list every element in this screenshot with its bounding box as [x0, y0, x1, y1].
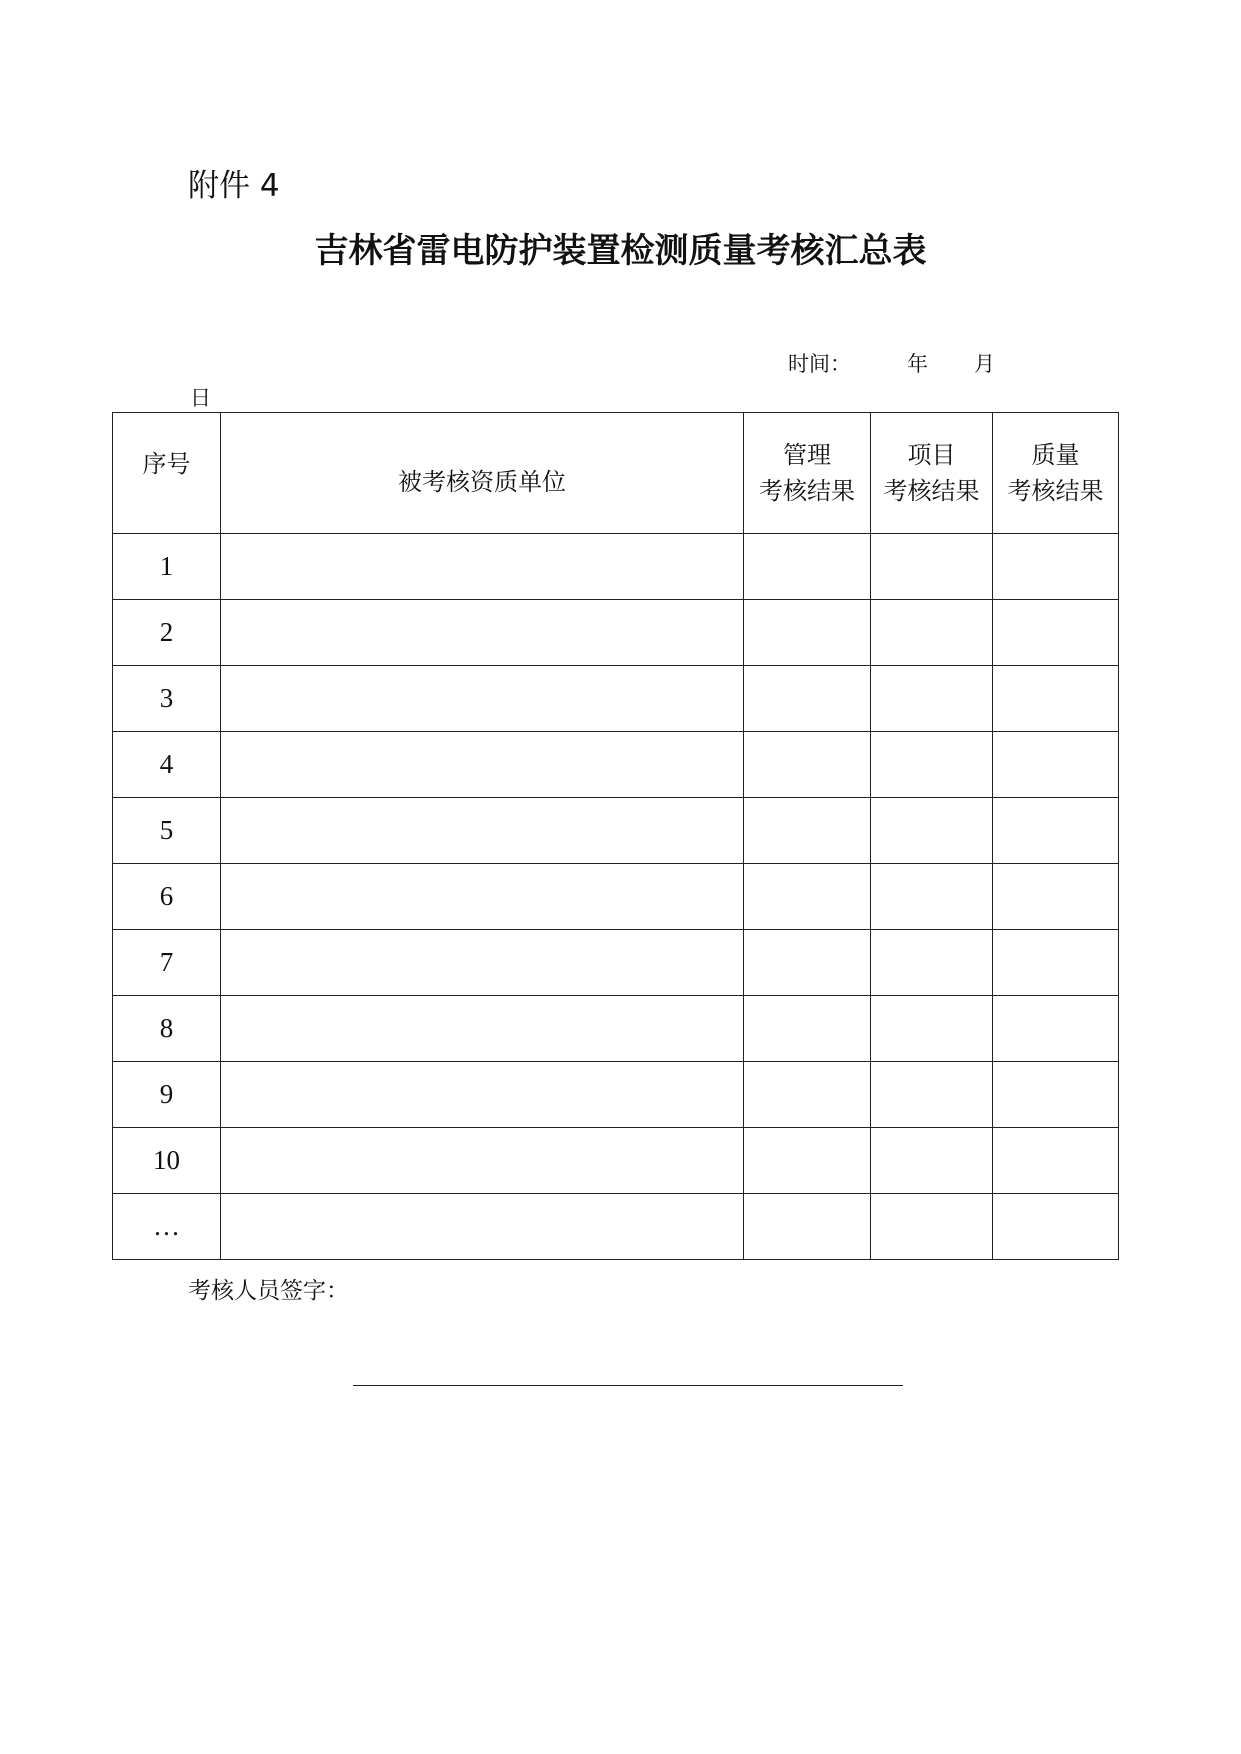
header-management-line2: 考核结果	[759, 477, 855, 505]
cell-project-result[interactable]	[871, 732, 993, 798]
table-row	[113, 798, 1119, 864]
header-project-line1: 项目	[907, 441, 956, 469]
header-management	[744, 413, 871, 534]
date-time-label: 时间：	[788, 352, 851, 376]
table-row	[113, 534, 1119, 600]
cell-management-result[interactable]	[744, 1128, 871, 1194]
signature-line[interactable]	[353, 1385, 903, 1386]
cell-unit[interactable]	[221, 1062, 744, 1128]
cell-seq: 2	[113, 600, 221, 666]
cell-project-result[interactable]	[871, 534, 993, 600]
table-row	[113, 1194, 1119, 1260]
cell-quality-result[interactable]	[993, 1128, 1119, 1194]
table-body	[113, 534, 1119, 1260]
cell-quality-result[interactable]	[993, 996, 1119, 1062]
table-row	[113, 996, 1119, 1062]
cell-seq: 8	[113, 996, 221, 1062]
table-row	[113, 732, 1119, 798]
cell-seq: 6	[113, 864, 221, 930]
cell-quality-result[interactable]	[993, 1062, 1119, 1128]
cell-unit[interactable]	[221, 534, 744, 600]
header-management-line1: 管理	[783, 441, 831, 469]
cell-quality-result[interactable]	[993, 732, 1119, 798]
cell-unit[interactable]	[221, 732, 744, 798]
table-row	[113, 600, 1119, 666]
cell-quality-result[interactable]	[993, 864, 1119, 930]
cell-management-result[interactable]	[744, 930, 871, 996]
header-project	[871, 413, 993, 534]
cell-seq: 9	[113, 1062, 221, 1128]
cell-unit[interactable]	[221, 864, 744, 930]
cell-unit[interactable]	[221, 930, 744, 996]
signer-label: 考核人员签字：	[188, 1278, 349, 1304]
cell-unit[interactable]	[221, 666, 744, 732]
cell-unit[interactable]	[221, 1128, 744, 1194]
header-project-line2: 考核结果	[883, 477, 980, 505]
assessment-summary-table	[112, 412, 1119, 1260]
table-row	[113, 1062, 1119, 1128]
cell-unit[interactable]	[221, 798, 744, 864]
attachment-label: 附件 4	[188, 168, 280, 204]
cell-management-result[interactable]	[744, 864, 871, 930]
cell-management-result[interactable]	[744, 1194, 871, 1260]
cell-project-result[interactable]	[871, 798, 993, 864]
cell-seq: 5	[113, 798, 221, 864]
cell-unit[interactable]	[221, 600, 744, 666]
cell-management-result[interactable]	[744, 732, 871, 798]
cell-project-result[interactable]	[871, 1128, 993, 1194]
cell-quality-result[interactable]	[993, 1194, 1119, 1260]
date-day-label: 日	[190, 386, 211, 410]
cell-quality-result[interactable]	[993, 798, 1119, 864]
cell-management-result[interactable]	[744, 1062, 871, 1128]
cell-seq: …	[113, 1194, 221, 1260]
header-quality-line1: 质量	[1031, 441, 1080, 469]
cell-project-result[interactable]	[871, 864, 993, 930]
cell-project-result[interactable]	[871, 666, 993, 732]
cell-unit[interactable]	[221, 996, 744, 1062]
header-seq: 序号	[113, 413, 221, 534]
date-year-label: 年	[907, 352, 928, 376]
cell-seq: 4	[113, 732, 221, 798]
cell-seq: 10	[113, 1128, 221, 1194]
header-quality-line2: 考核结果	[1007, 477, 1104, 505]
cell-management-result[interactable]	[744, 666, 871, 732]
cell-unit[interactable]	[221, 1194, 744, 1260]
cell-project-result[interactable]	[871, 1062, 993, 1128]
cell-quality-result[interactable]	[993, 930, 1119, 996]
cell-management-result[interactable]	[744, 798, 871, 864]
cell-management-result[interactable]	[744, 600, 871, 666]
header-unit: 被考核资质单位	[221, 413, 744, 534]
cell-seq: 1	[113, 534, 221, 600]
table-row	[113, 666, 1119, 732]
table-row	[113, 930, 1119, 996]
cell-management-result[interactable]	[744, 534, 871, 600]
table-header-row	[113, 413, 1119, 534]
header-quality	[993, 413, 1119, 534]
date-month-label: 月	[974, 352, 995, 376]
cell-project-result[interactable]	[871, 996, 993, 1062]
cell-project-result[interactable]	[871, 930, 993, 996]
cell-quality-result[interactable]	[993, 600, 1119, 666]
cell-seq: 3	[113, 666, 221, 732]
cell-seq: 7	[113, 930, 221, 996]
cell-quality-result[interactable]	[993, 666, 1119, 732]
cell-project-result[interactable]	[871, 600, 993, 666]
document-title: 吉林省雷电防护装置检测质量考核汇总表	[314, 231, 927, 271]
cell-project-result[interactable]	[871, 1194, 993, 1260]
table-row	[113, 1128, 1119, 1194]
cell-quality-result[interactable]	[993, 534, 1119, 600]
table-row	[113, 864, 1119, 930]
cell-management-result[interactable]	[744, 996, 871, 1062]
